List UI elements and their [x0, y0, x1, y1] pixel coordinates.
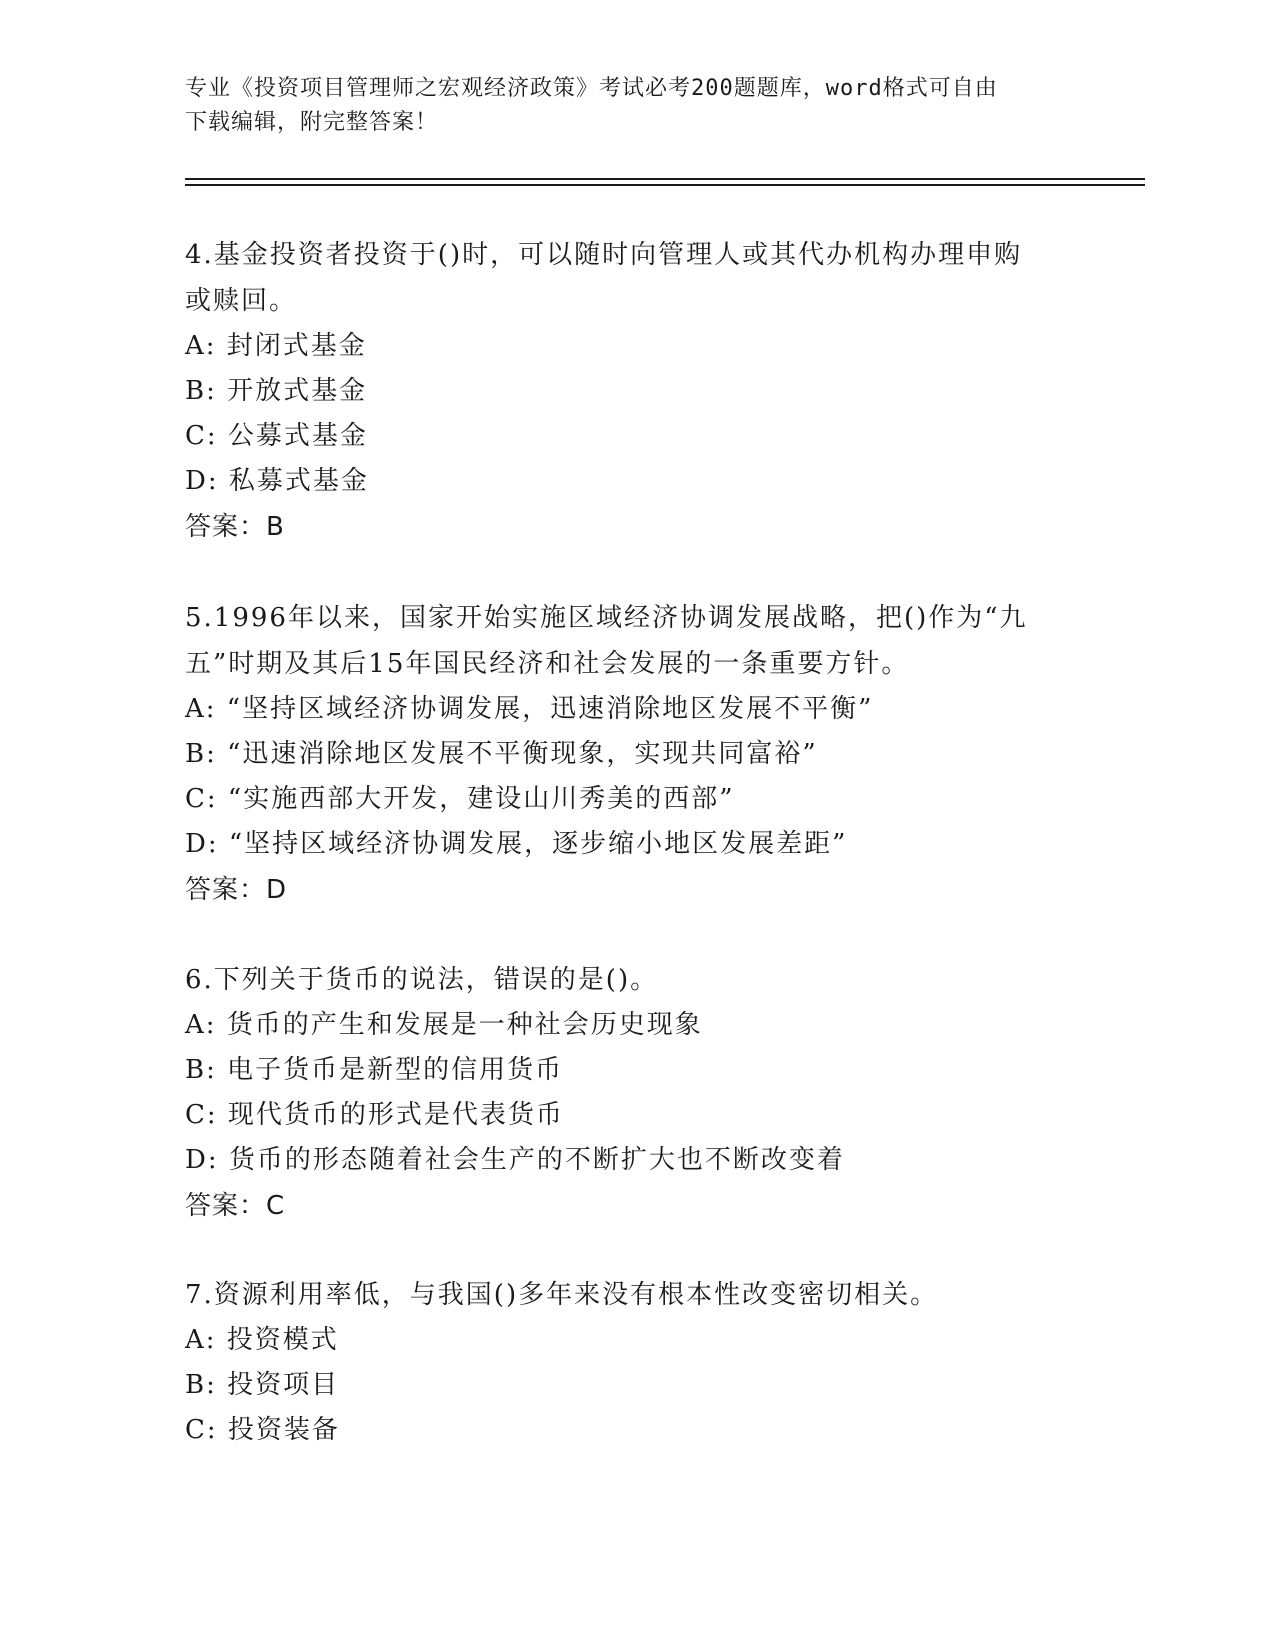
option-a: A: 货币的产生和发展是一种社会历史现象 [185, 1010, 703, 1040]
header-line-1: 专业《投资项目管理师之宏观经济政策》考试必考200题题库，word格式可自由 [185, 76, 998, 101]
question-7 [185, 1272, 1085, 1453]
option-b: B: “迅速消除地区发展不平衡现象，实现共同富裕” [185, 739, 818, 769]
answer: 答案：D [185, 875, 288, 905]
answer: 答案：C [185, 1191, 286, 1221]
option-c: C: “实施西部大开发，建设山川秀美的西部” [185, 784, 735, 814]
option-d: D: 私募式基金 [185, 466, 369, 496]
option-b: B: 投资项目 [185, 1370, 340, 1400]
header-divider-bottom [185, 184, 1145, 186]
question-stem-continued: 五”时期及其后15年国民经济和社会发展的一条重要方针。 [185, 649, 910, 679]
option-d: D: “坚持区域经济协调发展，逐步缩小地区发展差距” [185, 829, 848, 859]
question-6 [185, 957, 1085, 1229]
option-c: C: 现代货币的形式是代表货币 [185, 1100, 564, 1130]
header-line-2: 下载编辑，附完整答案！ [185, 110, 439, 135]
question-stem: 5.1996年以来，国家开始实施区域经济协调发展战略，把()作为“九 [185, 603, 1028, 633]
option-b: B: 开放式基金 [185, 376, 368, 406]
question-stem: 4.基金投资者投资于()时，可以随时向管理人或其代办机构办理申购 [185, 240, 1023, 270]
answer: 答案：B [185, 512, 285, 542]
option-a: A: “坚持区域经济协调发展，迅速消除地区发展不平衡” [185, 694, 874, 724]
option-a: A: 封闭式基金 [185, 331, 367, 361]
question-4 [185, 232, 1085, 550]
option-b: B: 电子货币是新型的信用货币 [185, 1055, 564, 1085]
option-d: D: 货币的形态随着社会生产的不断扩大也不断改变着 [185, 1145, 845, 1175]
question-stem: 6.下列关于货币的说法，错误的是()。 [185, 965, 659, 995]
option-c: C: 投资装备 [185, 1415, 340, 1445]
header-divider-top [185, 178, 1145, 180]
question-stem-continued: 或赎回。 [185, 286, 298, 316]
document-header [185, 72, 1085, 140]
option-a: A: 投资模式 [185, 1325, 339, 1355]
question-5 [185, 595, 1085, 913]
option-c: C: 公募式基金 [185, 421, 368, 451]
question-stem: 7.资源利用率低，与我国()多年来没有根本性改变密切相关。 [185, 1280, 939, 1310]
